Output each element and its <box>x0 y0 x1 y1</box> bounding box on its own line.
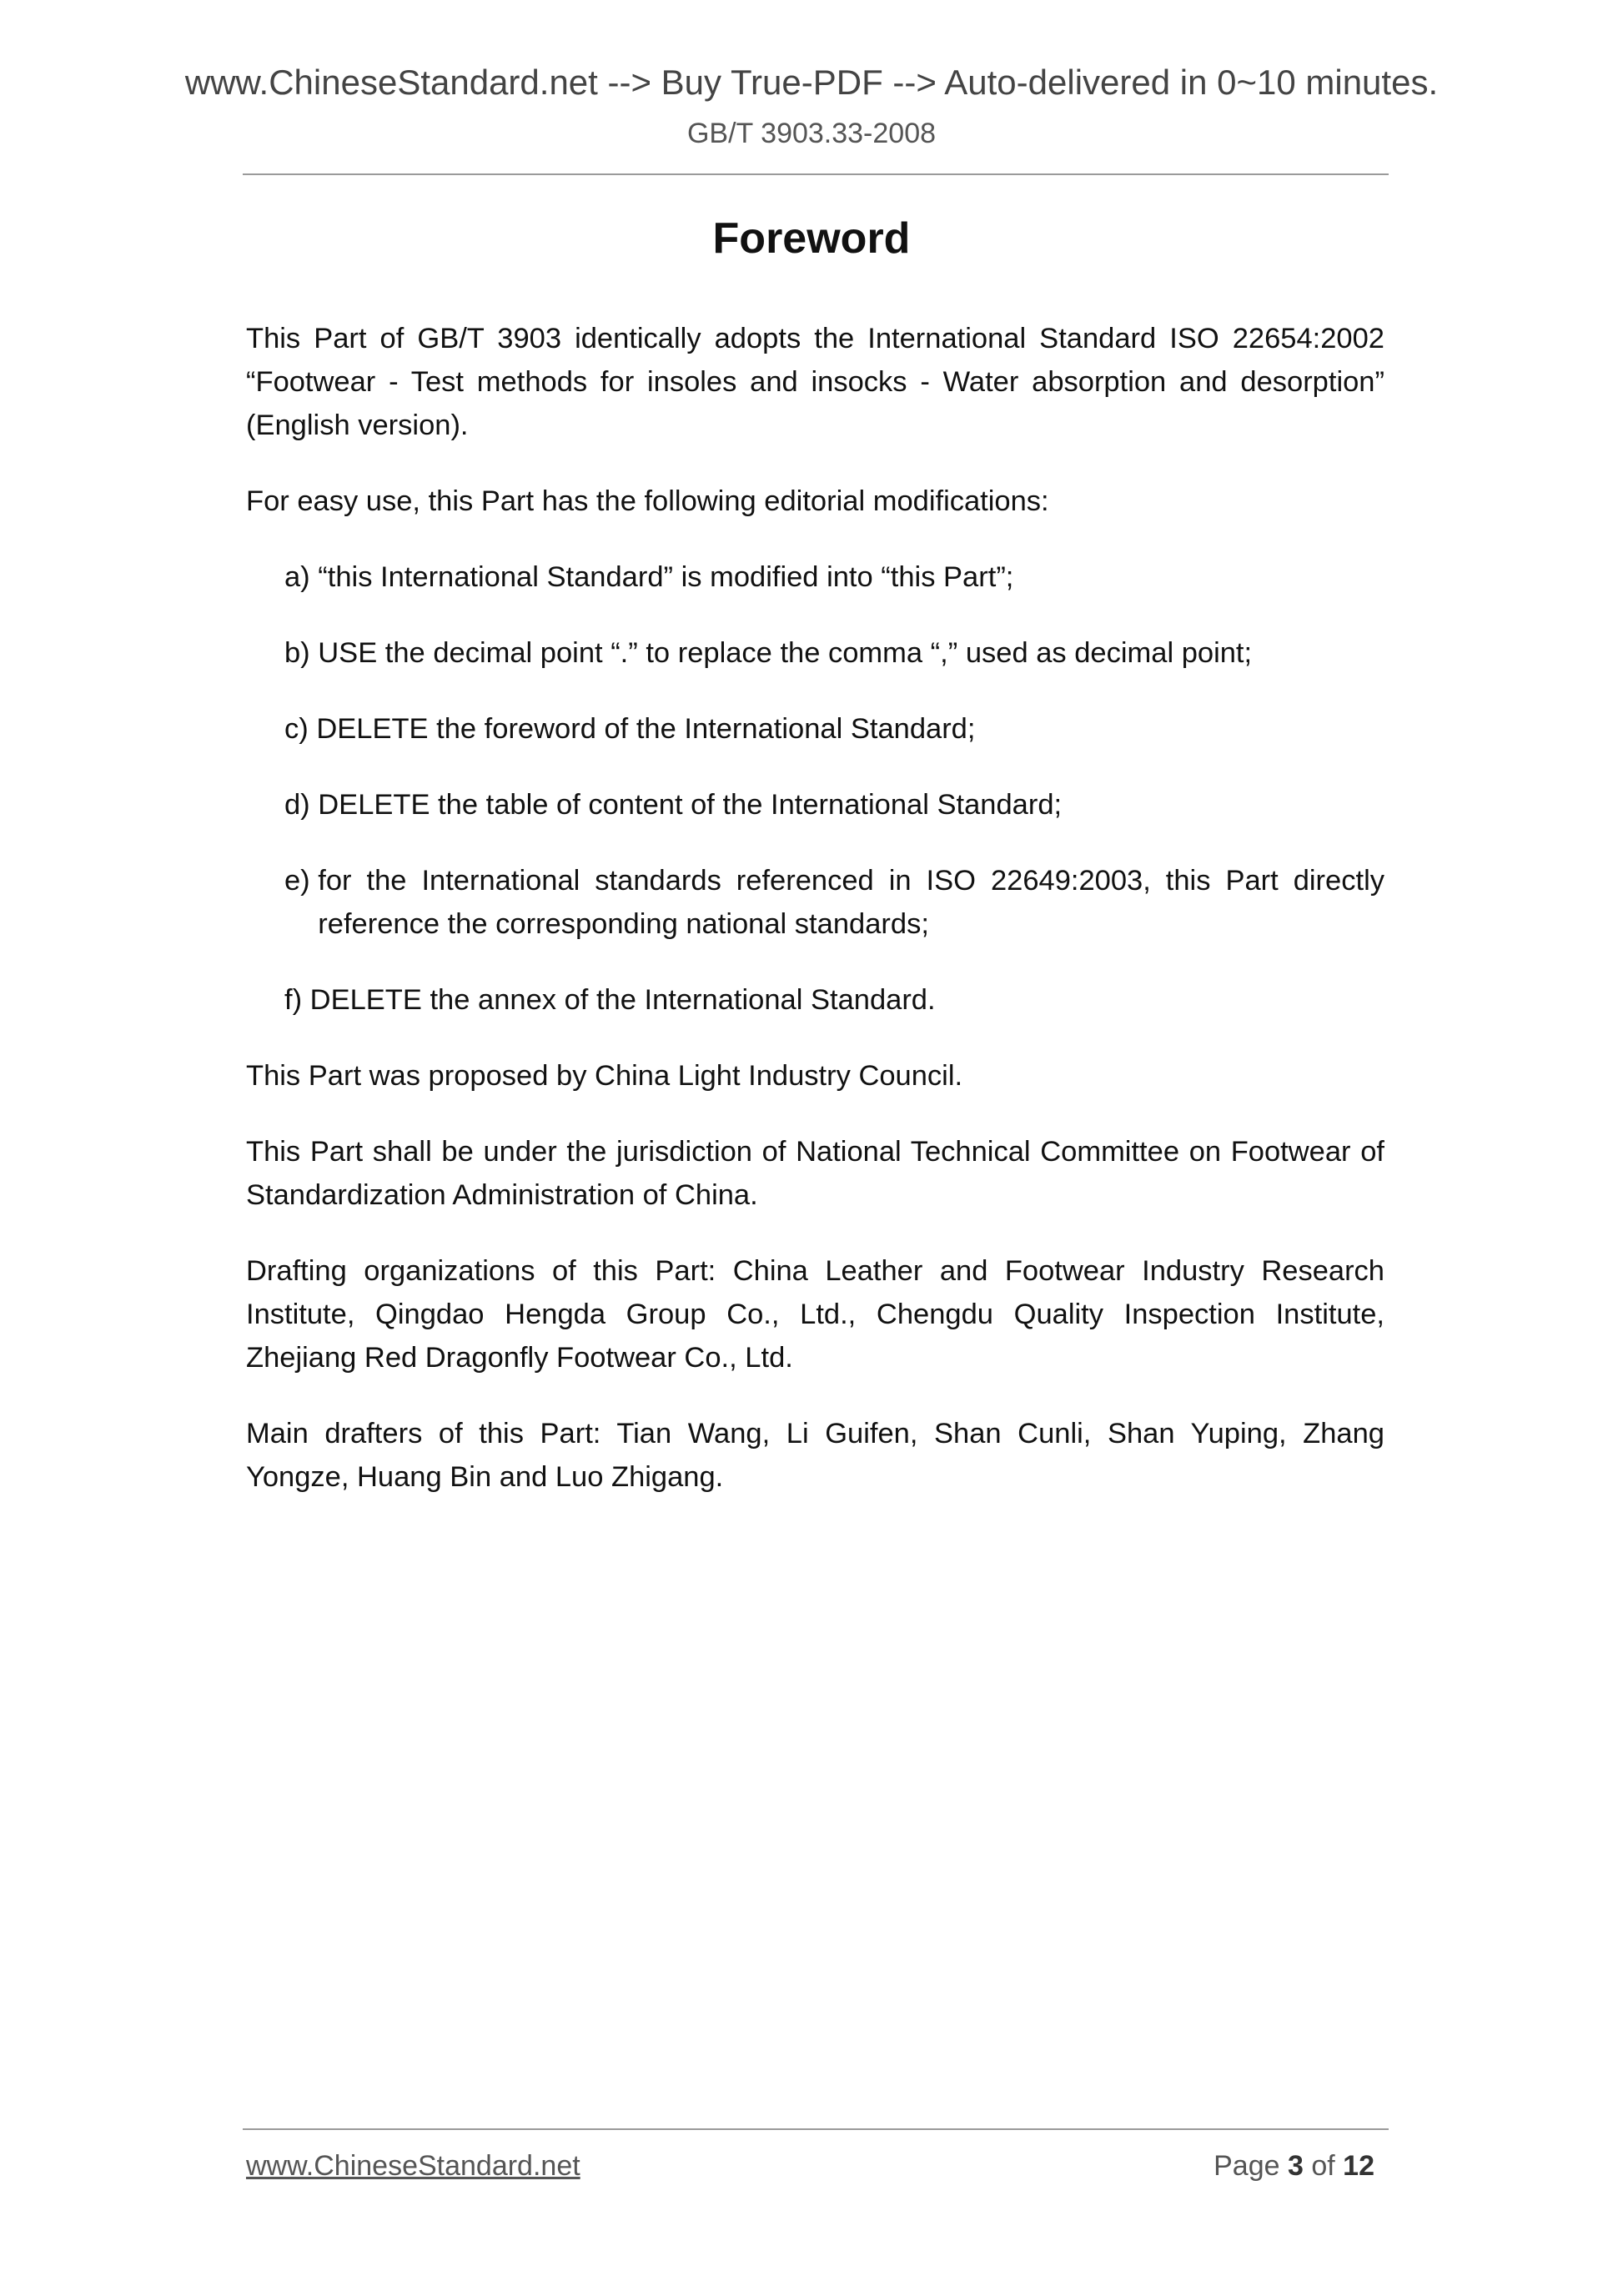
proposer-paragraph: This Part was proposed by China Light Industry Council. <box>246 1060 963 1092</box>
standard-code: GB/T 3903.33-2008 <box>686 118 937 149</box>
list-item <box>246 978 1384 1022</box>
jurisdiction-paragraph: This Part shall be under the jurisdiction of National Technical Committee on Footwear of Standardization Administration of China. <box>246 1136 1384 1211</box>
list-item-text: DELETE the table of content of the International Standard; <box>318 789 1063 821</box>
header-divider <box>243 173 1389 175</box>
list-marker: e) <box>284 865 319 897</box>
list-item <box>246 555 1384 599</box>
list-item-text: for the International standards referenced in ISO 22649:2003, this Part directly reference the corresponding national standards; <box>318 865 1384 940</box>
list-item <box>246 859 1384 946</box>
list-item <box>246 783 1384 826</box>
modifications-intro: For easy use, this Part has the following editorial modifications: <box>246 485 1049 517</box>
list-marker: c) <box>284 713 317 745</box>
list-marker: d) <box>284 789 319 821</box>
document-body <box>246 317 1384 1531</box>
main-drafters-paragraph: Main drafters of this Part: Tian Wang, Li Guifen, Shan Cunli, Shan Yuping, Zhang Yongze, Huang Bin and Luo Zhigang. <box>246 1418 1384 1493</box>
list-item-text: DELETE the annex of the International Standard. <box>309 984 936 1016</box>
list-item-text: USE the decimal point “.” to replace the comma “,” used as decimal point; <box>318 637 1253 669</box>
footer-site-link[interactable]: www.ChineseStandard.net <box>246 2150 580 2182</box>
list-item <box>246 631 1384 675</box>
page-total: 12 <box>1343 2150 1374 2182</box>
list-marker: a) <box>284 561 319 593</box>
drafting-organizations-paragraph: Drafting organizations of this Part: China Leather and Footwear Industry Research Institute, Qingdao Hengda Group Co., Ltd., Chengdu Quality Inspection Institute, Zhejiang Red Dragonfly Footwear Co., Ltd. <box>246 1255 1384 1374</box>
footer-divider <box>243 2128 1389 2130</box>
adoption-paragraph: This Part of GB/T 3903 identically adopts the International Standard ISO 22654:2002 “Footwear - Test methods for insoles and insocks - Water absorption and desorption” (English version). <box>246 323 1384 441</box>
list-item-text: DELETE the foreword of the International Standard; <box>316 713 976 745</box>
list-marker: b) <box>284 637 319 669</box>
list-marker: f) <box>284 984 310 1016</box>
page-label: Page <box>1213 2150 1280 2182</box>
list-item <box>246 707 1384 751</box>
page-of-label: of <box>1311 2150 1335 2182</box>
list-item-text: “this International Standard” is modified into “this Part”; <box>318 561 1014 593</box>
header-banner: www.ChineseStandard.net --> Buy True-PDF --> Auto-delivered in 0~10 minutes. <box>184 63 1439 102</box>
page-title: Foreword <box>712 214 911 263</box>
page-number <box>1213 2149 1374 2183</box>
page-current: 3 <box>1287 2150 1304 2182</box>
